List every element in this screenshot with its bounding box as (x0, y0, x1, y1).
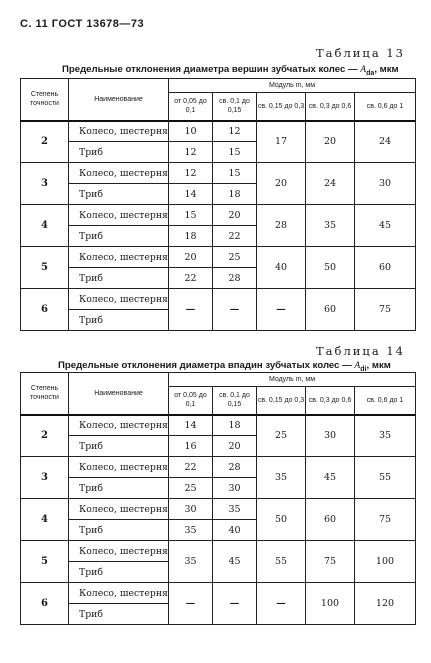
name-cell: Колесо, шестерня (69, 415, 169, 436)
value-cell: 15 (213, 163, 257, 184)
name-cell: Колесо, шестерня (69, 583, 169, 604)
name-cell: Колесо, шестерня (69, 163, 169, 184)
value-cell: 24 (355, 121, 416, 163)
value-cell: 10 (169, 121, 213, 142)
value-cell: 22 (169, 457, 213, 478)
value-cell: 12 (213, 121, 257, 142)
value-cell: 18 (213, 415, 257, 436)
table-row (21, 415, 416, 436)
name-cell: Колесо, шестерня (69, 541, 169, 562)
table-13-title (62, 64, 399, 77)
value-cell: 75 (355, 499, 416, 541)
value-cell: 25 (213, 247, 257, 268)
table-14-symbol: A (354, 360, 361, 371)
name-cell: Триб (69, 184, 169, 205)
value-cell: 35 (355, 415, 416, 457)
value-cell: 35 (169, 520, 213, 541)
grade-cell: 6 (21, 583, 69, 625)
name-cell: Триб (69, 268, 169, 289)
value-cell: 15 (213, 142, 257, 163)
table-row (21, 121, 416, 142)
table-14-title-text: Предельные отклонения диаметра впадин зубчатых колес — (58, 360, 352, 371)
value-cell: 25 (169, 478, 213, 499)
value-cell: 15 (169, 205, 213, 226)
value-cell: 60 (306, 499, 355, 541)
table-14 (20, 372, 416, 625)
value-cell: 35 (169, 541, 213, 583)
table-14-number: Таблица 14 (316, 344, 405, 358)
value-cell: 35 (213, 499, 257, 520)
name-cell: Триб (69, 478, 169, 499)
value-cell: 55 (257, 541, 306, 583)
header-range: св. 0,6 до 1 (355, 387, 416, 415)
table-row (21, 541, 416, 562)
table-13-number: Таблица 13 (316, 46, 405, 60)
name-cell: Колесо, шестерня (69, 499, 169, 520)
value-cell: 35 (306, 205, 355, 247)
name-cell: Триб (69, 562, 169, 583)
value-cell: 35 (257, 457, 306, 499)
header-range: от 0,05 до 0,1 (169, 387, 213, 415)
grade-cell: 4 (21, 499, 69, 541)
name-cell: Колесо, шестерня (69, 457, 169, 478)
value-cell: 12 (169, 163, 213, 184)
header-module: Модуль m, мм (169, 79, 416, 93)
name-cell: Триб (69, 604, 169, 625)
table-row (21, 205, 416, 226)
name-cell: Триб (69, 520, 169, 541)
value-cell: 30 (355, 163, 416, 205)
table-14-unit: , мкм (366, 360, 391, 371)
value-cell: 120 (355, 583, 416, 625)
value-cell: 20 (213, 205, 257, 226)
grade-cell: 5 (21, 541, 69, 583)
value-cell: 28 (213, 268, 257, 289)
table-13-symbol: A (360, 64, 367, 75)
grade-cell: 4 (21, 205, 69, 247)
value-cell: 45 (213, 541, 257, 583)
value-cell: 50 (257, 499, 306, 541)
value-cell: — (169, 583, 213, 625)
header-range: св. 0,1 до 0,15 (213, 387, 257, 415)
header-range: св. 0,6 до 1 (355, 93, 416, 121)
table-row (21, 289, 416, 310)
value-cell: 20 (306, 121, 355, 163)
table-row (21, 583, 416, 604)
table-row (21, 247, 416, 268)
value-cell: 12 (169, 142, 213, 163)
grade-cell: 3 (21, 457, 69, 499)
table-13-unit: , мкм (374, 64, 399, 75)
value-cell: 75 (355, 289, 416, 331)
value-cell: 30 (306, 415, 355, 457)
header-range: св. 0,15 до 0,3 (257, 387, 306, 415)
name-cell: Триб (69, 436, 169, 457)
name-cell: Колесо, шестерня (69, 247, 169, 268)
table-13-title-text: Предельные отклонения диаметра вершин зубчатых колес — (62, 64, 358, 75)
table-row (21, 163, 416, 184)
table-13-symbol-sub: da (366, 69, 375, 77)
value-cell: 24 (306, 163, 355, 205)
grade-cell: 2 (21, 121, 69, 163)
table-13 (20, 78, 416, 331)
value-cell: 18 (169, 226, 213, 247)
value-cell: 55 (355, 457, 416, 499)
value-cell: 17 (257, 121, 306, 163)
value-cell: 28 (257, 205, 306, 247)
value-cell: 25 (257, 415, 306, 457)
grade-cell: 5 (21, 247, 69, 289)
table-row (21, 499, 416, 520)
name-cell: Колесо, шестерня (69, 289, 169, 310)
grade-cell: 2 (21, 415, 69, 457)
value-cell: 18 (213, 184, 257, 205)
value-cell: 60 (355, 247, 416, 289)
value-cell: 20 (213, 436, 257, 457)
value-cell: 40 (213, 520, 257, 541)
value-cell: 22 (169, 268, 213, 289)
value-cell: 22 (213, 226, 257, 247)
value-cell: 30 (169, 499, 213, 520)
table-14-title (58, 360, 391, 373)
name-cell: Триб (69, 226, 169, 247)
header-grade: Степень точности (21, 373, 69, 415)
value-cell: 60 (306, 289, 355, 331)
value-cell: — (169, 289, 213, 331)
value-cell: 28 (213, 457, 257, 478)
value-cell: 16 (169, 436, 213, 457)
header-range: св. 0,3 до 0,6 (306, 387, 355, 415)
page-header: С. 11 ГОСТ 13678—73 (20, 18, 145, 30)
value-cell: 50 (306, 247, 355, 289)
name-cell: Колесо, шестерня (69, 121, 169, 142)
header-grade: Степень точности (21, 79, 69, 121)
value-cell: 20 (169, 247, 213, 268)
header-range: от 0,05 до 0,1 (169, 93, 213, 121)
value-cell: 45 (306, 457, 355, 499)
value-cell: — (257, 583, 306, 625)
value-cell: 100 (306, 583, 355, 625)
header-range: св. 0,15 до 0,3 (257, 93, 306, 121)
name-cell: Триб (69, 310, 169, 331)
value-cell: 14 (169, 415, 213, 436)
header-name: Наименование (69, 79, 169, 121)
value-cell: — (213, 583, 257, 625)
header-name: Наименование (69, 373, 169, 415)
value-cell: 20 (257, 163, 306, 205)
grade-cell: 6 (21, 289, 69, 331)
value-cell: — (213, 289, 257, 331)
value-cell: 14 (169, 184, 213, 205)
grade-cell: 3 (21, 163, 69, 205)
table-14-symbol-sub: di (360, 365, 367, 373)
value-cell: 40 (257, 247, 306, 289)
value-cell: 30 (213, 478, 257, 499)
value-cell: — (257, 289, 306, 331)
table-row (21, 457, 416, 478)
value-cell: 100 (355, 541, 416, 583)
name-cell: Триб (69, 142, 169, 163)
header-range: св. 0,1 до 0,15 (213, 93, 257, 121)
value-cell: 45 (355, 205, 416, 247)
name-cell: Колесо, шестерня (69, 205, 169, 226)
header-range: св. 0,3 до 0,6 (306, 93, 355, 121)
header-module: Модуль m, мм (169, 373, 416, 387)
value-cell: 75 (306, 541, 355, 583)
